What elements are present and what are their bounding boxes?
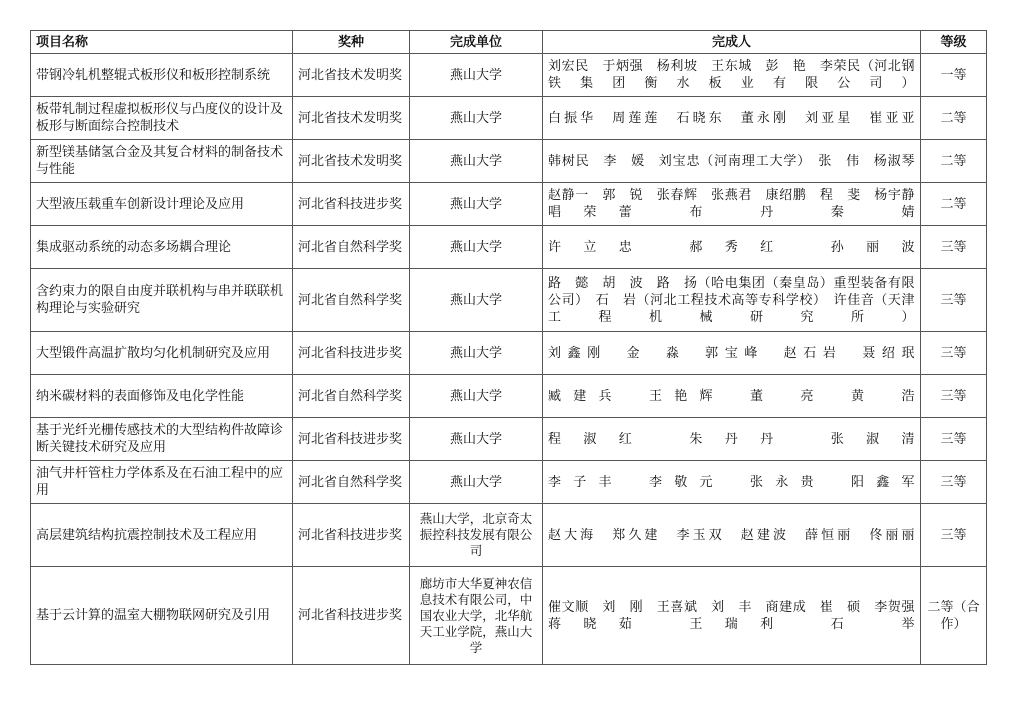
project-name: 板带轧制过程虚拟板形仪与凸度仪的设计及板形与断面综合控制技术 [31,97,293,140]
award-type: 河北省自然科学奖 [293,269,410,332]
unit: 燕山大学 [410,140,543,183]
grade: 二等（合作） [921,567,987,665]
header-project-name: 项目名称 [31,31,293,54]
header-people: 完成人 [543,31,921,54]
people: 刘宏民 于炳强 杨利坡 王东城 彭 艳 李荣民（河北钢铁集团衡水板业有限公司） [543,54,921,97]
unit: 燕山大学，北京奇太振控科技发展有限公司 [410,504,543,567]
grade: 三等 [921,332,987,375]
people: 路 懿 胡 波 路 扬（哈电集团（秦皇岛）重型装备有限公司） 石 岩（河北工程技术高等专科学校） 许佳音（天津工程机械研究所） [543,269,921,332]
unit: 廊坊市大华夏神农信息技术有限公司，中国农业大学，北华航天工业学院，燕山大学 [410,567,543,665]
project-name: 基于光纤光栅传感技术的大型结构件故障诊断关键技术研究及应用 [31,418,293,461]
unit: 燕山大学 [410,226,543,269]
grade: 三等 [921,269,987,332]
grade: 三等 [921,375,987,418]
project-name: 集成驱动系统的动态多场耦合理论 [31,226,293,269]
project-name: 纳米碳材料的表面修饰及电化学性能 [31,375,293,418]
people: 赵大海 郑久建 李玉双 赵建波 薛恒丽 佟丽丽 [543,504,921,567]
unit: 燕山大学 [410,54,543,97]
people: 程淑红 朱丹丹 张淑清 [543,418,921,461]
award-type: 河北省科技进步奖 [293,183,410,226]
unit: 燕山大学 [410,183,543,226]
table-row [31,97,987,140]
project-name: 油气井杆管柱力学体系及在石油工程中的应用 [31,461,293,504]
people: 许立忠 郝秀红 孙丽波 [543,226,921,269]
award-type: 河北省科技进步奖 [293,332,410,375]
project-name: 带钢冷轧机整辊式板形仪和板形控制系统 [31,54,293,97]
award-type: 河北省自然科学奖 [293,375,410,418]
unit: 燕山大学 [410,375,543,418]
grade: 三等 [921,504,987,567]
table-row [31,140,987,183]
header-unit: 完成单位 [410,31,543,54]
table-row [31,504,987,567]
table-row [31,418,987,461]
awards-table [30,30,987,665]
header-row [31,31,987,54]
people: 李子丰 李敬元 张永贵 阳鑫军 [543,461,921,504]
grade: 二等 [921,183,987,226]
award-type: 河北省自然科学奖 [293,226,410,269]
table-row [31,54,987,97]
grade: 三等 [921,418,987,461]
people: 赵静一 郭 锐 张春辉 张燕君 康绍鹏 程 斐 杨宇静 唱荣蕾 布 丹 秦 婧 [543,183,921,226]
grade: 三等 [921,461,987,504]
people: 韩树民 李 媛 刘宝忠（河南理工大学） 张 伟 杨淑琴 [543,140,921,183]
table-row [31,183,987,226]
project-name: 大型锻件高温扩散均匀化机制研究及应用 [31,332,293,375]
award-type: 河北省自然科学奖 [293,461,410,504]
grade: 二等 [921,97,987,140]
award-type: 河北省技术发明奖 [293,97,410,140]
table-row [31,375,987,418]
project-name: 高层建筑结构抗震控制技术及工程应用 [31,504,293,567]
table-row [31,567,987,665]
unit: 燕山大学 [410,269,543,332]
unit: 燕山大学 [410,332,543,375]
table-row [31,332,987,375]
grade: 三等 [921,226,987,269]
project-name: 新型镁基储氢合金及其复合材料的制备技术与性能 [31,140,293,183]
people: 催文顺 刘 刚 王喜斌 刘 丰 商建成 崔 硕 李贺强 蒋晓茹 王瑞利 石 举 [543,567,921,665]
table-row [31,269,987,332]
header-grade: 等级 [921,31,987,54]
table-row [31,226,987,269]
award-type: 河北省科技进步奖 [293,418,410,461]
award-type: 河北省技术发明奖 [293,140,410,183]
people: 刘鑫刚 金 淼 郭宝峰 赵石岩 聂绍珉 [543,332,921,375]
unit: 燕山大学 [410,461,543,504]
unit: 燕山大学 [410,97,543,140]
project-name: 大型液压载重车创新设计理论及应用 [31,183,293,226]
award-type: 河北省科技进步奖 [293,504,410,567]
grade: 一等 [921,54,987,97]
people: 臧建兵 王艳辉 董 亮 黄 浩 [543,375,921,418]
header-award-type: 奖种 [293,31,410,54]
grade: 二等 [921,140,987,183]
award-type: 河北省技术发明奖 [293,54,410,97]
table-row [31,461,987,504]
people: 白振华 周莲莲 石晓东 董永刚 刘亚星 崔亚亚 [543,97,921,140]
project-name: 基于云计算的温室大棚物联网研究及引用 [31,567,293,665]
award-type: 河北省科技进步奖 [293,567,410,665]
project-name: 含约束力的限自由度并联机构与串并联联机构理论与实验研究 [31,269,293,332]
unit: 燕山大学 [410,418,543,461]
